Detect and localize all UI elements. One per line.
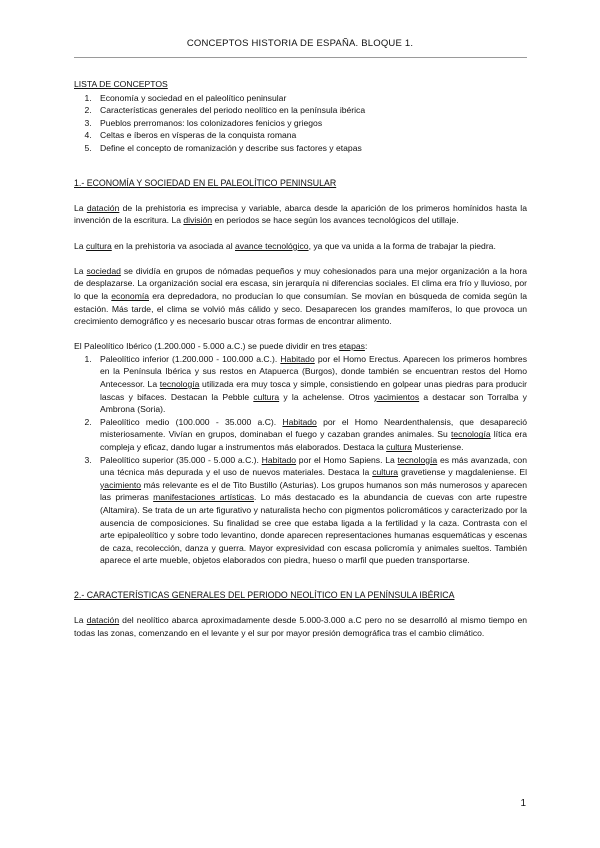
paragraph-etapas: El Paleolítico Ibérico (1.200.000 - 5.000 a.C.) se puede dividir en tres etapas: xyxy=(74,341,368,352)
concepts-list xyxy=(74,92,527,155)
concept-item: 5. Define el concepto de romanización y describe sus factores y etapas xyxy=(94,142,527,155)
periods-list xyxy=(74,353,527,567)
concept-item: 1. Economía y sociedad en el paleolítico peninsular xyxy=(94,92,527,105)
section-2-title: 2.- CARACTERÍSTICAS GENERALES DEL PERIODO NEOLÍTICO EN LA PENÍNSULA IBÉRICA xyxy=(74,589,455,600)
concept-item: 4. Celtas e íberos en vísperas de la conquista romana xyxy=(94,129,527,142)
period-item-superior: 3. Paleolítico superior (35.000 - 5.000 a.C.). Habitado por el Homo Sapiens. La tecnología es más avanzada, con una técnica más depurada y el uso de nuevos materiales. Destaca la cultura gravetiense y magdaleniense. El yacimiento más relevante es el de Tito Bustillo (Asturias). Los grupos humanos son más numerosos y aparecen las primeras manifestaciones artísticas. Lo más destacado es la abundancia de cuevas con arte rupestre (Altamira). Se trata de un arte figurativo y naturalista hecho con pigmentos policromáticos y caracterizado por la ausencia de composiciones. Su finalidad se cree que estaba ligada a la fertilidad y la caza. Contrasta con el arte epipaleolítico y sobre todo levantino, donde aparecen representaciones humanas esquemáticas y escenas de caza, recolección, danza y guerra. Mayor expresividad con escasa policromía y animales sueltos. También aparece el arte mueble, objetos elaborados con piedra, hueso o marfil que pueden transportarse. xyxy=(94,454,527,567)
page-header: CONCEPTOS HISTORIA DE ESPAÑA. BLOQUE 1. xyxy=(186,38,414,49)
concepts-list-title: LISTA DE CONCEPTOS xyxy=(74,79,168,89)
paragraph-neolitico-datacion: La datación del neolítico abarca aproximadamente desde 5.000-3.000 a.C pero no se desarrolló al mismo tiempo en todas las zonas, comenzando en el levante y el sur por mayor presión demográfica tras el cambio climático. xyxy=(74,615,528,638)
header-divider xyxy=(74,57,527,58)
paragraph-datacion: La datación de la prehistoria es imprecisa y variable, abarca desde la aparición de los primeros homínidos hasta la invención de la escritura. La división en periodos se hace según los avances tecnológicos del utillaje. xyxy=(74,202,527,226)
paragraph-cultura: La cultura en la prehistoria va asociada al avance tecnológico, ya que va unida a la forma de trabajar la piedra. xyxy=(74,240,496,251)
concept-item: 2. Características generales del periodo neolítico en la península ibérica xyxy=(94,104,527,117)
page-number: 1 xyxy=(520,798,526,809)
period-item-inferior: 1. Paleolítico inferior (1.200.000 - 100.000 a.C.). Habitado por el Homo Erectus. Aparecen los primeros hombres en la Península Ibérica y sus restos en Atapuerca (Burgos), donde también se encuentran restos del Homo Antecessor. La tecnología utilizada era muy tosca y simple, consistiendo en golpear unas piedras para producir lascas y bifaces. Destacan la Pebble cultura y la achelense. Otros yacimientos a destacar son Torralba y Ambrona (Soria). xyxy=(94,353,527,416)
section-1-title: 1.- ECONOMÍA Y SOCIEDAD EN EL PALEOLÍTICO PENINSULAR xyxy=(74,177,337,188)
document-body xyxy=(74,78,527,639)
concept-item: 3. Pueblos prerromanos: los colonizadores fenicios y griegos xyxy=(94,117,527,130)
paragraph-sociedad: La sociedad se dividía en grupos de nómadas pequeños y muy cohesionados para una mejor organización a la hora de desplazarse. La organización social era escasa, sin jerarquía ni diferencias sociales. El clima era frío y lluvioso, por lo que la economía era depredadora, no producían lo que consumían. Se movían en búsqueda de comida según la estación. Más tarde, el clima se volvió más cálido y seco. Desaparecen los grandes mamíferos, lo que provoca un crecimiento demográfico y es necesario buscar otras formas de encontrar alimento. xyxy=(74,265,527,327)
period-item-medio: 2. Paleolítico medio (100.000 - 35.000 a.C). Habitado por el Homo Neardenthalensis, que desapareció misteriosamente. Vivían en grupos, dominaban el fuego y cazaban grandes animales. Su tecnología lítica era compleja y eficaz, dando lugar a instrumentos más elaborados. Destaca la cultura Musteriense. xyxy=(94,416,527,454)
